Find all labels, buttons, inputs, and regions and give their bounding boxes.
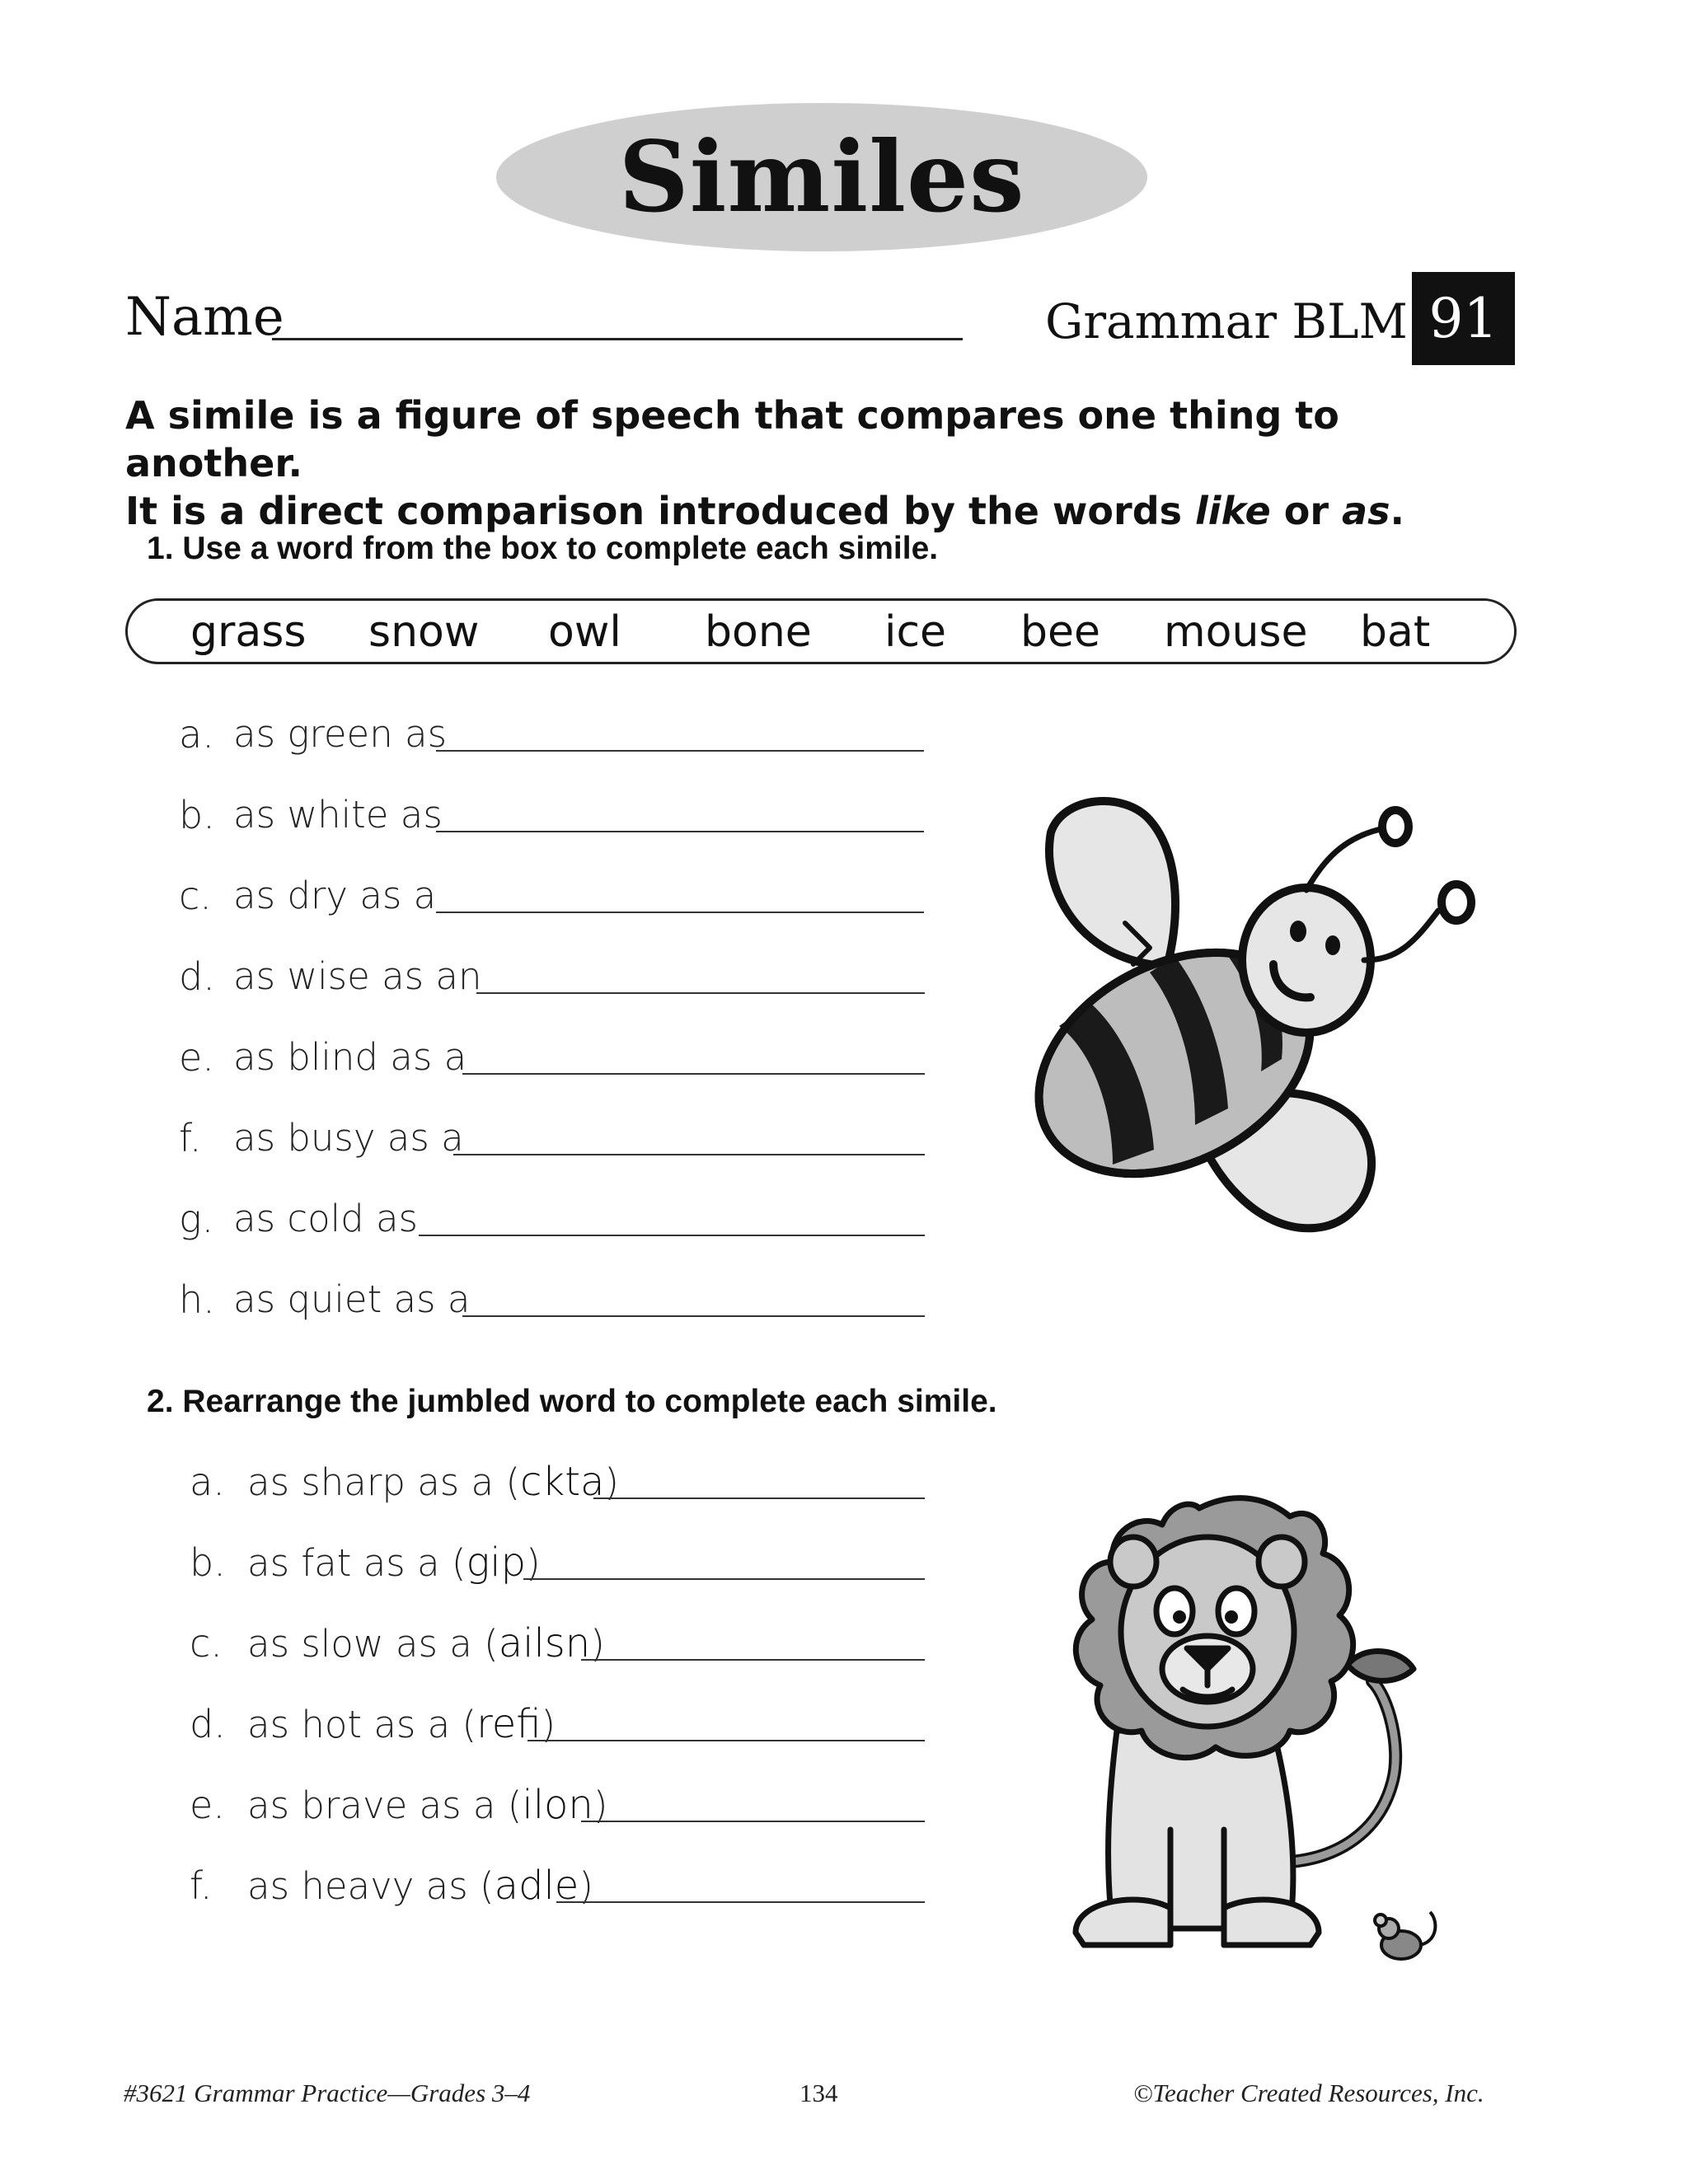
word-box-item: ice [884, 607, 947, 657]
item-text: as dry as a [233, 874, 437, 917]
simile-item [179, 1109, 925, 1167]
answer-line[interactable] [593, 1497, 925, 1499]
item-text: as quiet as a [233, 1277, 471, 1321]
answer-line[interactable] [476, 992, 925, 994]
word-box-item: bee [1020, 607, 1100, 657]
word-box-item: snow [368, 607, 480, 657]
item-paren: ) [541, 1703, 556, 1746]
answer-line[interactable] [436, 831, 924, 832]
footer-copyright: ©Teacher Created Resources, Inc. [1133, 2079, 1484, 2107]
lion-illustration [1026, 1483, 1471, 1978]
word-box-item: owl [548, 607, 621, 657]
item-letter: h. [179, 1277, 215, 1322]
section-2-heading: 2. Rearrange the jumbled word to complete each simile. [147, 1384, 997, 1419]
answer-line[interactable] [419, 1235, 925, 1236]
item-text-wrap [247, 1776, 607, 1835]
item-letter: d. [190, 1702, 226, 1746]
item-text: as white as [233, 793, 443, 837]
mouse-figure [1375, 1912, 1435, 1959]
item-text-wrap [247, 1615, 605, 1673]
item-text: as brave as a ( [247, 1783, 523, 1827]
definition-or: or [1270, 489, 1343, 533]
item-letter: a. [190, 1460, 225, 1504]
item-text: as fat as a ( [247, 1541, 467, 1585]
item-letter: b. [179, 793, 215, 837]
answer-line[interactable] [581, 1821, 925, 1822]
definition-as: as [1342, 489, 1390, 533]
item-paren: ) [604, 1460, 619, 1504]
jumble-item [190, 1776, 925, 1834]
jumble-item [190, 1857, 925, 1915]
simile-item [179, 786, 925, 844]
simile-item [179, 1190, 925, 1248]
word-box-item: mouse [1164, 607, 1308, 657]
item-text-wrap [247, 1453, 619, 1511]
item-letter: e. [190, 1783, 225, 1827]
item-text: as sharp as a ( [247, 1460, 520, 1504]
item-paren: ) [593, 1783, 608, 1827]
item-text: as wise as an [233, 954, 482, 998]
simile-item [179, 1029, 925, 1086]
word-box [125, 598, 1517, 664]
item-text-wrap [247, 1534, 541, 1592]
item-paren: ) [579, 1864, 593, 1908]
item-paren: ) [526, 1541, 541, 1585]
simile-item [179, 1271, 925, 1329]
answer-line[interactable] [462, 1073, 925, 1075]
bee-illustration [1026, 787, 1475, 1253]
blm-label: Grammar BLM [1045, 293, 1408, 349]
name-label: Name [125, 287, 284, 348]
jumbled-word: ckta [520, 1459, 605, 1505]
item-letter: c. [190, 1621, 223, 1666]
answer-line[interactable] [436, 750, 924, 752]
definition-text: It is a direct comparison introduced by the words [125, 489, 1196, 533]
simile-definition [125, 391, 1526, 535]
jumbled-word: refi [476, 1701, 542, 1747]
item-text: as slow as a ( [247, 1622, 499, 1666]
item-text: as green as [233, 712, 448, 756]
jumbled-word: gip [466, 1540, 527, 1586]
blm-number-badge: 91 [1412, 272, 1515, 365]
answer-line[interactable] [453, 1154, 925, 1155]
item-letter: g. [179, 1197, 214, 1241]
answer-line[interactable] [528, 1740, 925, 1741]
jumble-item [190, 1695, 925, 1753]
simile-item [179, 705, 925, 763]
item-paren: ) [590, 1622, 605, 1666]
jumbled-word: ilon [522, 1782, 593, 1828]
definition-like: like [1195, 489, 1271, 533]
footer-page-number: 134 [799, 2079, 838, 2107]
simile-item [179, 948, 925, 1005]
simile-item [179, 867, 925, 925]
word-box-item: bone [705, 607, 812, 657]
item-letter: c. [179, 874, 212, 918]
definition-line-2 [125, 487, 1526, 535]
item-letter: f. [179, 1116, 202, 1160]
answer-line[interactable] [523, 1578, 925, 1580]
item-text: as blind as a [233, 1035, 467, 1079]
item-letter: f. [190, 1863, 213, 1908]
item-text: as hot as a ( [247, 1703, 477, 1746]
word-box-item: bat [1360, 607, 1431, 657]
item-letter: a. [179, 712, 214, 757]
jumble-item [190, 1534, 925, 1591]
page-title: Similes [618, 120, 1025, 234]
jumbled-word: adle [494, 1863, 579, 1909]
item-text-wrap [247, 1857, 593, 1915]
answer-line[interactable] [436, 912, 924, 913]
jumble-item [190, 1453, 925, 1511]
item-letter: d. [179, 954, 215, 999]
item-text: as cold as [233, 1197, 418, 1240]
definition-period: . [1390, 489, 1404, 533]
answer-line[interactable] [581, 1659, 925, 1661]
answer-line[interactable] [462, 1315, 925, 1317]
word-box-item: grass [190, 607, 307, 657]
jumble-item [190, 1615, 925, 1672]
item-text-wrap [247, 1695, 556, 1754]
footer-book-title: #3621 Grammar Practice—Grades 3–4 [124, 2079, 531, 2107]
item-text: as heavy as ( [247, 1864, 495, 1908]
item-letter: b. [190, 1540, 226, 1585]
definition-line-1: A simile is a figure of speech that compares one thing to another. [125, 393, 1339, 485]
name-field-line[interactable] [272, 338, 963, 340]
section-1-heading: 1. Use a word from the box to complete each simile. [147, 531, 939, 566]
jumbled-word: ailsn [498, 1620, 591, 1666]
item-letter: e. [179, 1035, 214, 1080]
answer-line[interactable] [556, 1901, 925, 1903]
item-text: as busy as a [233, 1116, 464, 1160]
